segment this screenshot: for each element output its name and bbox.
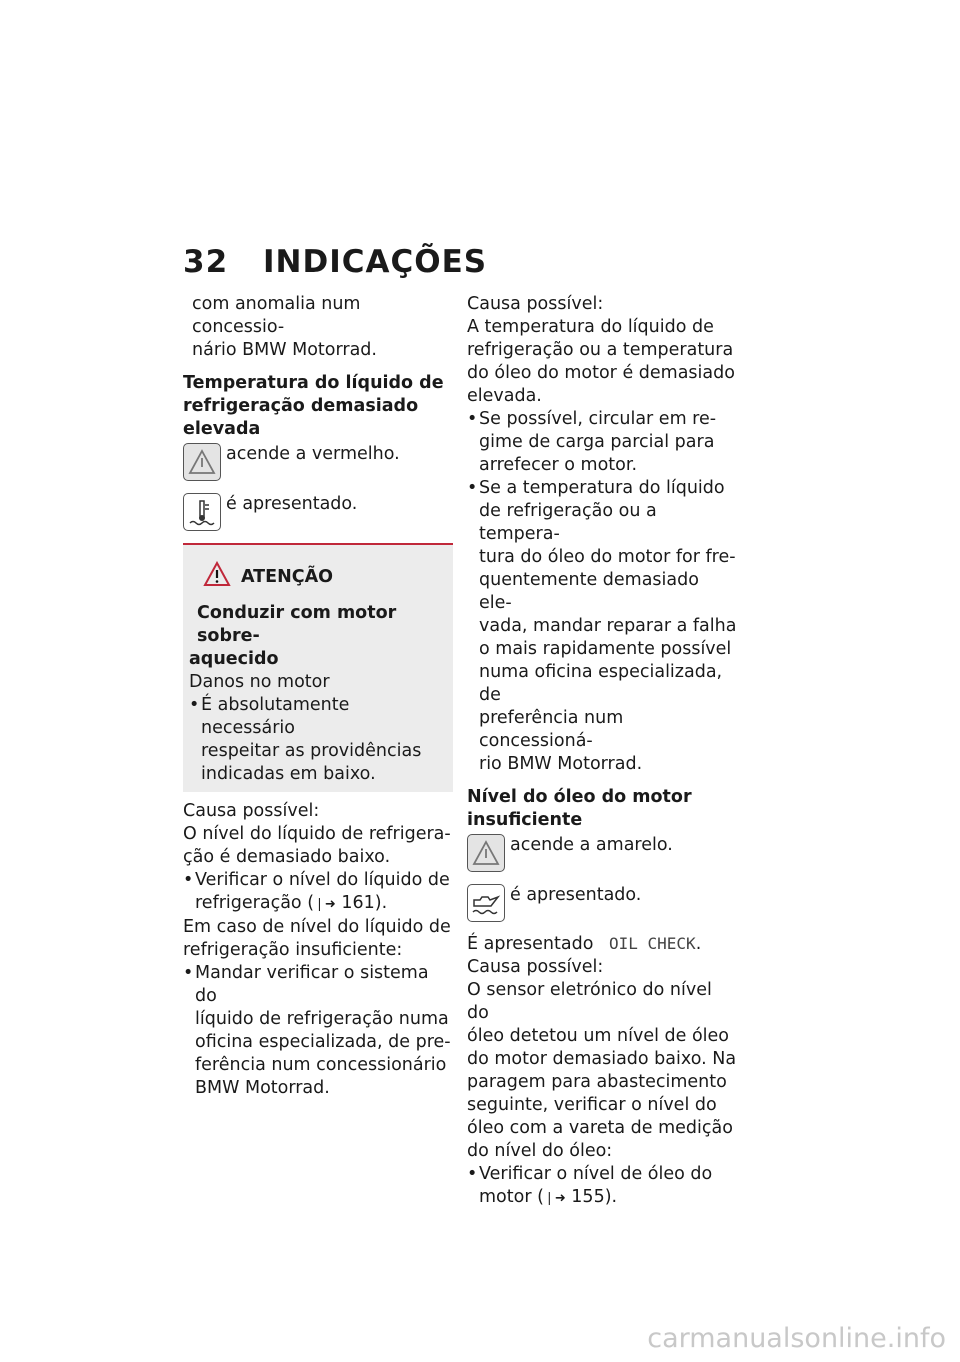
bullet-line: rio BMW Motorrad.	[479, 754, 643, 774]
intro-line-1: com anomalia num concessio-	[192, 294, 361, 337]
bullet-line: • Se possível, circular em re-	[479, 409, 717, 429]
warning-bullet-line: • É absolutamente necessário	[201, 695, 350, 738]
warning-body: Danos no motor	[189, 672, 330, 692]
cause-line: óleo com a vareta de medição	[467, 1118, 733, 1138]
cause-line: refrigeração insuficiente:	[183, 940, 403, 960]
cause-line: paragem para abastecimento	[467, 1072, 727, 1092]
page-header	[183, 244, 487, 280]
cause-line: Causa possível:	[467, 957, 604, 977]
bullet-service	[183, 962, 453, 1100]
cause-line: elevada.	[467, 386, 542, 406]
cause-line: óleo detetou um nível de óleo	[467, 1026, 730, 1046]
bullet-line: • Verificar o nível de óleo do	[479, 1164, 713, 1184]
section-title-line: Nível do óleo do motor	[467, 787, 692, 807]
cause-line: do nível do óleo:	[467, 1141, 613, 1161]
display-message-line	[467, 932, 737, 956]
warning-light-row	[467, 834, 737, 872]
coolant-icon-row	[183, 493, 453, 531]
bullet-line: oficina especializada, de pre-	[195, 1032, 451, 1052]
warning-light-row	[183, 443, 453, 481]
cause-block-right	[467, 293, 737, 408]
bullet-repair	[467, 477, 737, 776]
section-title-oil	[467, 786, 737, 832]
page-reference-link[interactable]: 155).	[571, 1187, 618, 1207]
page-reference-arrow-icon: ❘➜	[314, 897, 336, 912]
watermark: carmanualsonline.info	[647, 1323, 946, 1354]
bullet-text: refrigeração (	[195, 893, 315, 913]
cause-line: do motor demasiado baixo. Na	[467, 1049, 737, 1069]
oil-icon-row	[467, 884, 737, 922]
bullet-line: • Mandar verificar o sistema do	[195, 963, 429, 1006]
warning-bullet-line: respeitar as providências	[201, 741, 422, 761]
warning-exclamation-icon	[203, 561, 231, 594]
warning-bullet	[189, 694, 447, 786]
left-column	[183, 293, 453, 1100]
right-column	[467, 293, 737, 1210]
bullet-line	[479, 1186, 737, 1210]
warning-box	[183, 543, 453, 792]
cause-line: O nível do líquido de refrigera-	[183, 824, 451, 844]
oil-can-icon	[467, 884, 505, 922]
display-code: OIL CHECK	[608, 934, 696, 953]
cause-line: Causa possível:	[183, 801, 320, 821]
page-reference-arrow-icon: ❘➜	[543, 1191, 566, 1206]
bullet-line: • Verificar o nível do líquido de	[195, 870, 450, 890]
cause-block-1	[183, 800, 453, 869]
bullet-line: arrefecer o motor.	[479, 455, 638, 475]
cause-line: ção é demasiado baixo.	[183, 847, 391, 867]
bullet-line: o mais rapidamente possível	[479, 639, 732, 659]
warning-triangle-icon	[183, 443, 221, 481]
bullet-line	[195, 892, 453, 916]
page-reference-link[interactable]: 161).	[341, 893, 388, 913]
bullet-line: numa oficina especializada, de	[479, 662, 723, 705]
bullet-line: quentemente demasiado ele-	[479, 570, 699, 613]
cause-line: A temperatura do líquido de	[467, 317, 714, 337]
cause-block-2	[183, 916, 453, 962]
cause-block-oil	[467, 956, 737, 1163]
coolant-temperature-icon	[183, 493, 221, 531]
warning-light-text: acende a amarelo.	[510, 835, 673, 855]
bullet-partial-load	[467, 408, 737, 477]
bullet-line: vada, mandar reparar a falha	[479, 616, 737, 636]
bullet-text: motor (	[479, 1187, 544, 1207]
warning-triangle-icon	[467, 834, 505, 872]
section-title-coolant	[183, 372, 453, 441]
warning-title	[189, 561, 447, 594]
bullet-line: BMW Motorrad.	[195, 1078, 330, 1098]
section-title-line: insuficiente	[467, 810, 583, 830]
page-title: INDICAÇÕES	[263, 244, 488, 280]
warning-title-text: ATENÇÃO	[241, 567, 333, 587]
warning-light-text: acende a vermelho.	[226, 444, 400, 464]
oil-icon-text: é apresentado.	[510, 885, 642, 905]
bullet-line: de refrigeração ou a tempera-	[479, 501, 657, 544]
bullet-line: líquido de refrigeração numa	[195, 1009, 449, 1029]
bullet-line: tura do óleo do motor for fre-	[479, 547, 736, 567]
cause-line: do óleo do motor é demasiado	[467, 363, 735, 383]
bullet-line: preferência num concessioná-	[479, 708, 624, 751]
bullet-line: ferência num concessionário	[195, 1055, 447, 1075]
warning-subtitle-1: Conduzir com motor sobre-	[197, 603, 397, 646]
intro-line-2: nário BMW Motorrad.	[192, 340, 377, 360]
bullet-check-oil	[467, 1163, 737, 1210]
cause-line: seguinte, verificar o nível do	[467, 1095, 717, 1115]
section-title-line: Temperatura do líquido de	[183, 373, 444, 393]
bullet-line: gime de carga parcial para	[479, 432, 715, 452]
warning-subtitle-2: aquecido	[189, 649, 279, 669]
bullet-line: • Se a temperatura do líquido	[479, 478, 725, 498]
cause-line: Causa possível:	[467, 294, 604, 314]
page-number: 32	[183, 244, 229, 280]
coolant-icon-text: é apresentado.	[226, 494, 358, 514]
section-title-line: elevada	[183, 419, 261, 439]
cause-line: refrigeração ou a temperatura	[467, 340, 734, 360]
display-suffix: .	[695, 934, 702, 954]
section-title-line: refrigeração demasiado	[183, 396, 419, 416]
display-prefix: É apresentado	[467, 934, 594, 954]
cause-line: O sensor eletrónico do nível do	[467, 980, 712, 1023]
bullet-check-coolant	[183, 869, 453, 916]
cause-line: Em caso de nível do líquido de	[183, 917, 451, 937]
warning-bullet-line: indicadas em baixo.	[201, 764, 376, 784]
